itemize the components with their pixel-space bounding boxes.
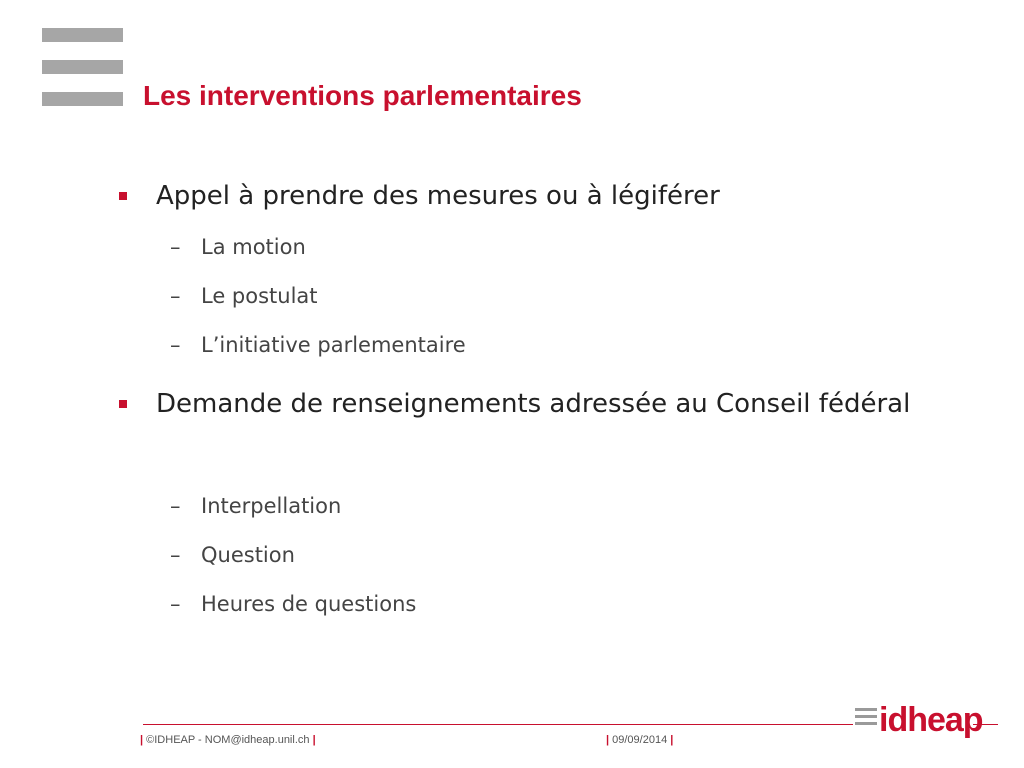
subitem-text: L’initiative parlementaire xyxy=(201,333,466,357)
subitem xyxy=(170,235,306,259)
bullet-marker xyxy=(119,400,127,408)
footer-date xyxy=(606,734,673,746)
footer-rule xyxy=(143,724,853,725)
subitem-text: Interpellation xyxy=(201,494,342,518)
subitem xyxy=(170,543,295,567)
bullet-marker xyxy=(119,192,127,200)
bar-3 xyxy=(42,92,123,106)
footer-date-text: 09/09/2014 xyxy=(612,734,668,746)
subitem xyxy=(170,333,466,357)
dash: – xyxy=(170,494,181,518)
bar-1 xyxy=(42,28,123,42)
dash: – xyxy=(170,333,181,357)
bullet-text: Appel à prendre des mesures ou à légiférer xyxy=(156,181,720,211)
footer-separator: | xyxy=(140,734,144,746)
subitem-text: Heures de questions xyxy=(201,592,417,616)
logo-text: idheap xyxy=(879,701,983,739)
dash: – xyxy=(170,592,181,616)
decorative-bars xyxy=(42,28,123,106)
footer-contact-text: ©IDHEAP - NOM@idheap.unil.ch xyxy=(146,734,310,746)
logo-lines-icon xyxy=(855,708,877,729)
subitem-text: La motion xyxy=(201,235,306,259)
dash: – xyxy=(170,543,181,567)
bullet-text: Demande de renseignements adressée au Conseil fédéral xyxy=(156,389,911,419)
footer-separator: | xyxy=(670,734,674,746)
slide-title: Les interventions parlementaires xyxy=(143,80,582,111)
idheap-logo xyxy=(855,700,983,740)
subitem xyxy=(170,284,318,308)
dash: – xyxy=(170,284,181,308)
footer-separator: | xyxy=(606,734,610,746)
bullet-1 xyxy=(156,172,956,220)
subitem xyxy=(170,592,417,616)
bar-2 xyxy=(42,60,123,74)
subitem xyxy=(170,494,342,518)
footer-contact xyxy=(140,734,316,746)
subitem-text: Le postulat xyxy=(201,284,318,308)
subitem-text: Question xyxy=(201,543,295,567)
bullet-2 xyxy=(156,380,956,428)
dash: – xyxy=(170,235,181,259)
footer-separator: | xyxy=(312,734,316,746)
